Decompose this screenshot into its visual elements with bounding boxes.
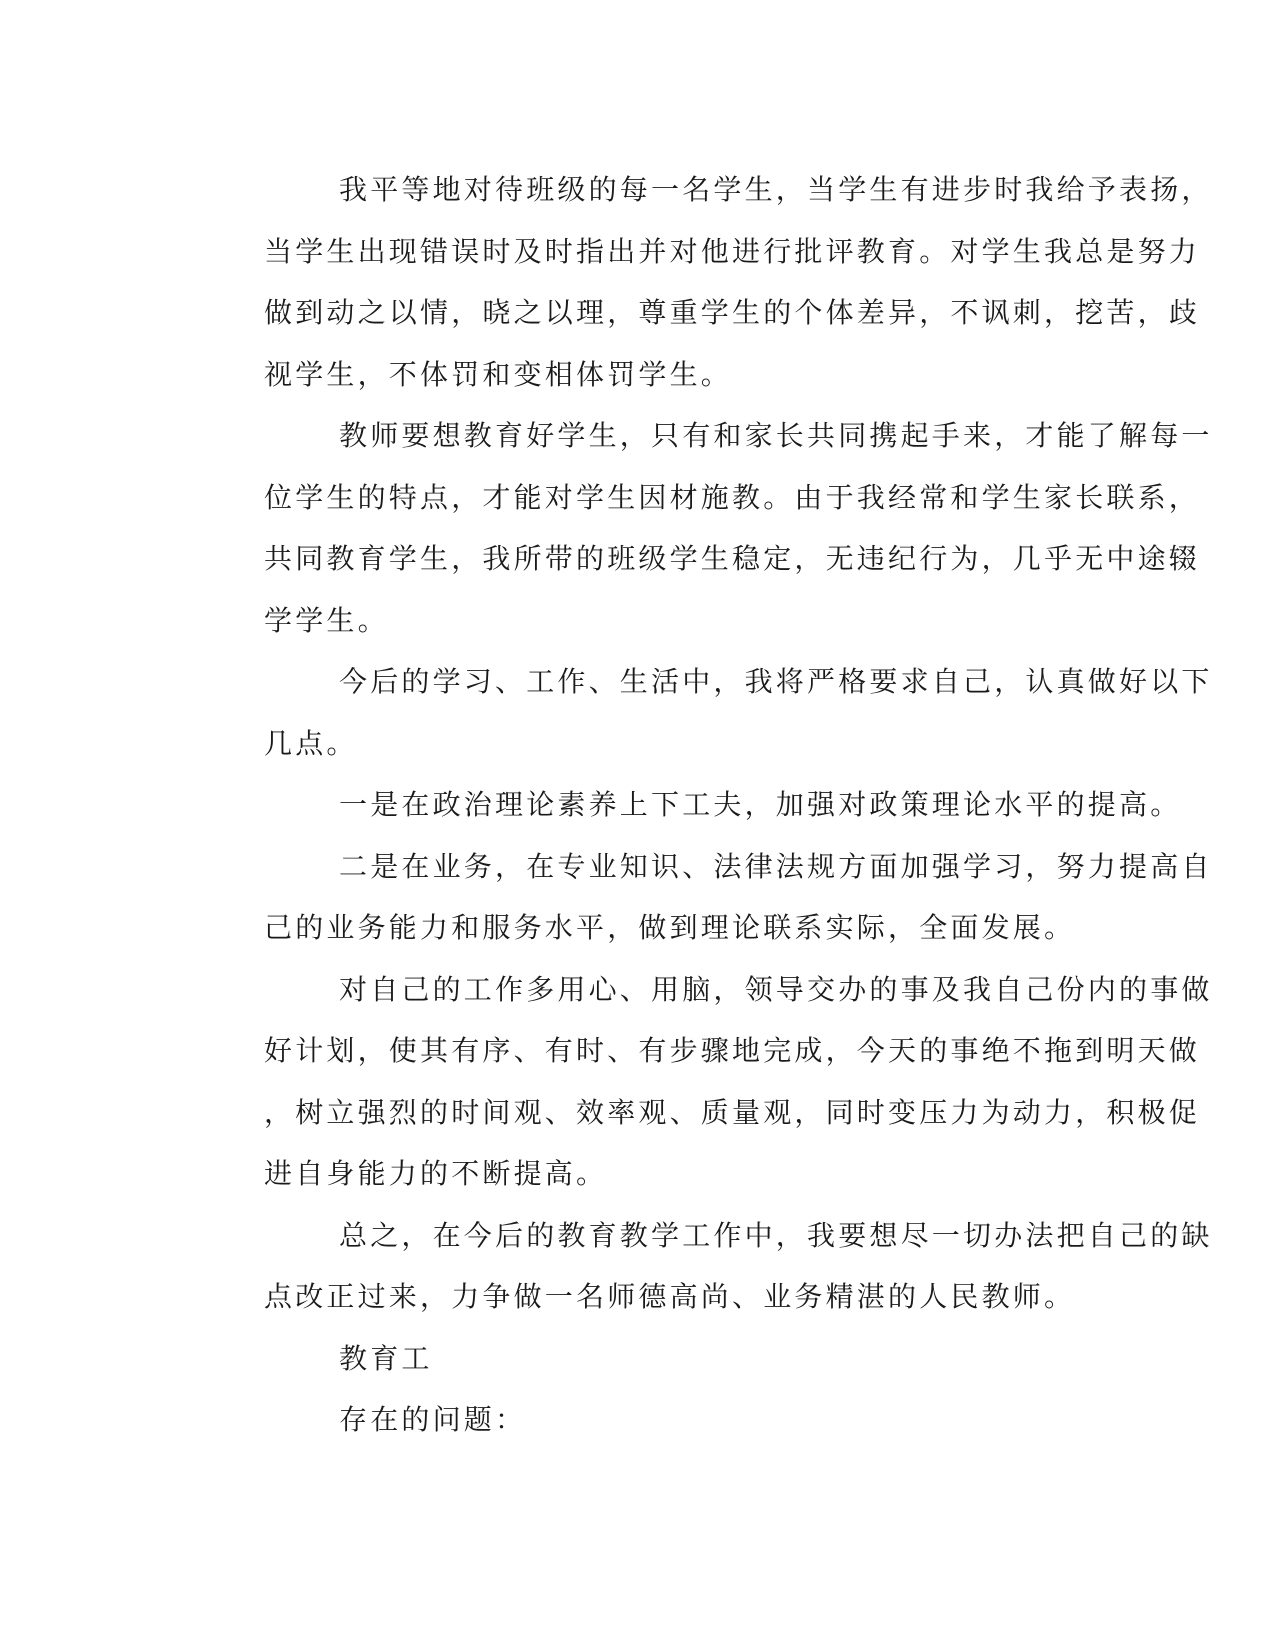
paragraph-equal-treatment — [189, 159, 1213, 405]
heading-line: 存在的问题： — [339, 1403, 527, 1436]
paragraph-line: 今后的学习、工作、生活中，我将严格要求自己，认真做好以下 — [339, 665, 1213, 698]
paragraph-line: 进自身能力的不断提高。 — [264, 1157, 608, 1190]
paragraph-line: 一是在政治理论素养上下工夫，加强对政策理论水平的提高。 — [339, 788, 1182, 821]
section-heading-existing-problems — [189, 1389, 1079, 1451]
paragraph-line: 几点。 — [264, 726, 358, 760]
paragraph-line: 做到动之以情，晓之以理，尊重学生的个体差异，不讽刺，挖苦，歧 — [264, 296, 1201, 329]
paragraph-line: ，树立强烈的时间观、效率观、质量观，同时变压力为动力，积极促 — [264, 1095, 1201, 1129]
paragraph-line: 二是在业务，在专业知识、法律法规方面加强学习，努力提高自 — [339, 849, 1213, 883]
paragraph-line: 当学生出现错误时及时指出并对他进行批评教育。对学生我总是努力 — [264, 234, 1201, 268]
paragraph-line: 我平等地对待班级的每一名学生，当学生有进步时我给予表扬， — [339, 173, 1213, 206]
document-body — [189, 159, 1213, 1451]
paragraph-work-attitude — [189, 959, 1213, 1205]
paragraph-line: 教师要想教育好学生，只有和家长共同携起手来，才能了解每一 — [339, 419, 1213, 452]
paragraph-line: 位学生的特点，才能对学生因材施教。由于我经常和学生家长联系， — [264, 480, 1201, 514]
paragraph-line: 点改正过来，力争做一名师德高尚、业务精湛的人民教师。 — [264, 1280, 1076, 1313]
paragraph-line: 己的业务能力和服务水平，做到理论联系实际，全面发展。 — [264, 911, 1076, 944]
paragraph-line: 好计划，使其有序、有时、有步骤地完成，今天的事绝不拖到明天做 — [264, 1034, 1201, 1067]
paragraph-point-one — [189, 774, 1182, 836]
paragraph-point-two — [189, 836, 1213, 959]
heading-line: 教育工 — [339, 1341, 433, 1375]
paragraph-line: 对自己的工作多用心、用脑，领导交办的事及我自己份内的事做 — [339, 972, 1213, 1006]
paragraph-future-plan — [189, 651, 1213, 774]
paragraph-line: 学学生。 — [264, 603, 389, 637]
paragraph-parents-cooperation — [189, 405, 1213, 651]
paragraph-conclusion — [189, 1205, 1213, 1328]
section-heading-education-work — [189, 1328, 1079, 1390]
paragraph-line: 共同教育学生，我所带的班级学生稳定，无违纪行为，几乎无中途辍 — [264, 542, 1201, 575]
paragraph-line: 视学生，不体罚和变相体罚学生。 — [264, 357, 733, 391]
paragraph-line: 总之，在今后的教育教学工作中，我要想尽一切办法把自己的缺 — [339, 1218, 1213, 1252]
